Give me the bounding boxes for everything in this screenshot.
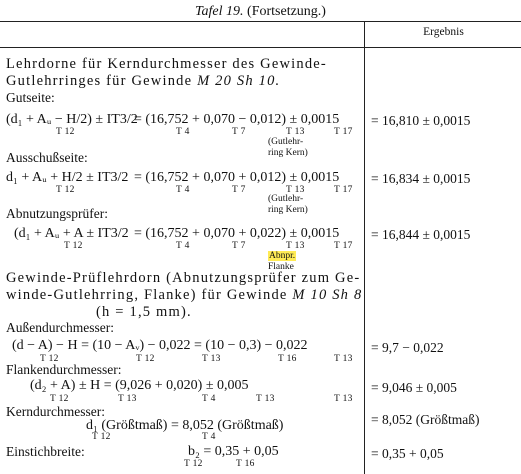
flanken-equation: (d₂ + A) ± H = (9,026 + 0,020) ± 0,005 — [30, 378, 249, 393]
flanken-sub: T 13 — [256, 394, 275, 404]
gutseite-label: Gutseite: — [6, 90, 55, 105]
kern-label: Kerndurchmesser: — [6, 404, 105, 419]
flanken-label: Flankendurchmesser: — [6, 362, 122, 377]
abnutzung-sub: T 13 — [286, 241, 305, 251]
aussen-sub: T 16 — [278, 354, 297, 364]
einstich-sub: T 12 — [184, 459, 203, 469]
gutseite-result: = 16,810 ± 0,0015 — [371, 113, 471, 128]
gutseite-lhs: (d₁ + Aᵤ − H/2) ± IT3/2 — [6, 112, 138, 127]
einstich-equation: b₂ = 0,35 + 0,05 — [188, 444, 279, 459]
ausschuss-note: (Gutlehr- ring Kern) — [268, 194, 308, 215]
einstich-label: Einstichbreite: — [6, 444, 85, 459]
gutseite-sub: T 4 — [176, 127, 190, 137]
kern-sub: T 4 — [202, 432, 216, 442]
abnutzung-sub: T 12 — [64, 241, 83, 251]
gutseite-rhs: = (16,752 + 0,070 − 0,012) ± 0,0015 — [134, 112, 340, 127]
aussen-label: Außendurchmesser: — [6, 320, 114, 335]
ausschuss-label: Ausschußseite: — [6, 150, 88, 165]
abnutzung-result: = 16,844 ± 0,0015 — [371, 227, 471, 242]
ausschuss-sub: T 12 — [56, 185, 75, 195]
abnutzung-note: Abnpr. Flanke — [268, 251, 296, 272]
aussen-equation: (d − A) − H = (10 − Aᵥ) − 0,022 = (10 − 0,3) − 0,022 — [12, 338, 308, 353]
ausschuss-lhs: d₁ + Aᵤ + H/2 ± IT3/2 — [6, 170, 129, 185]
abnutzung-sub: T 7 — [232, 241, 246, 251]
abnutzung-rhs: = (16,752 + 0,070 + 0,022) ± 0,0015 — [134, 226, 340, 241]
flanken-sub: T 13 — [334, 394, 353, 404]
ausschuss-result: = 16,834 ± 0,0015 — [371, 171, 471, 186]
ausschuss-sub: T 4 — [176, 185, 190, 195]
aussen-sub: T 12 — [136, 354, 155, 364]
section2-heading: Gewinde-Prüflehrdorn (Abnutzungsprüfer zum Ge- winde-Gutlehrring, Flanke) für Gewinde M 10 Sh 8 (h = 1,5 mm). — [6, 270, 363, 320]
einstich-sub: T 16 — [236, 459, 255, 469]
flanken-result: = 9,046 ± 0,005 — [371, 380, 457, 395]
kern-sub: T 12 — [92, 432, 111, 442]
aussen-sub: T 12 — [40, 354, 59, 364]
kern-equation: d₁ (Größtmaß) = 8,052 (Größtmaß) — [86, 418, 284, 433]
header-ergebnis: Ergebnis — [423, 26, 464, 38]
gutseite-sub: T 12 — [56, 127, 75, 137]
top-rule — [0, 21, 521, 22]
gutseite-sub: T 17 — [334, 127, 353, 137]
abnutzung-sub: T 4 — [176, 241, 190, 251]
gutseite-note: (Gutlehr- ring Kern) — [268, 137, 308, 158]
section1-heading: Lehrdorne für Kerndurchmesser des Gewinde- Gutlehrringes für Gewinde M 20 Sh 10. — [6, 56, 327, 89]
aussen-sub: T 13 — [334, 354, 353, 364]
flanken-sub: T 4 — [202, 394, 216, 404]
result-column-divider — [364, 22, 365, 474]
header-rule — [0, 47, 521, 48]
abnutzung-lhs: (d₁ + Aᵤ + A ± IT3/2 — [14, 226, 129, 241]
abnpr-highlight: Abnpr. — [269, 251, 296, 261]
flanken-sub: T 13 — [118, 394, 137, 404]
einstich-result: = 0,35 + 0,05 — [371, 446, 444, 461]
aussen-sub: T 13 — [202, 354, 221, 364]
ausschuss-rhs: = (16,752 + 0,070 + 0,012) ± 0,0015 — [134, 170, 340, 185]
ausschuss-sub: T 13 — [286, 185, 305, 195]
gutseite-sub: T 13 — [286, 127, 305, 137]
ausschuss-sub: T 7 — [232, 185, 246, 195]
abnutzung-label: Abnutzungsprüfer: — [6, 206, 108, 221]
aussen-result: = 9,7 − 0,022 — [371, 340, 444, 355]
ausschuss-sub: T 17 — [334, 185, 353, 195]
kern-result: = 8,052 (Größtmaß) — [371, 412, 480, 427]
abnutzung-sub: T 17 — [334, 241, 353, 251]
gutseite-sub: T 7 — [232, 127, 246, 137]
flanken-sub: T 12 — [50, 394, 69, 404]
table-title: Tafel 19. (Fortsetzung.) — [195, 4, 326, 19]
